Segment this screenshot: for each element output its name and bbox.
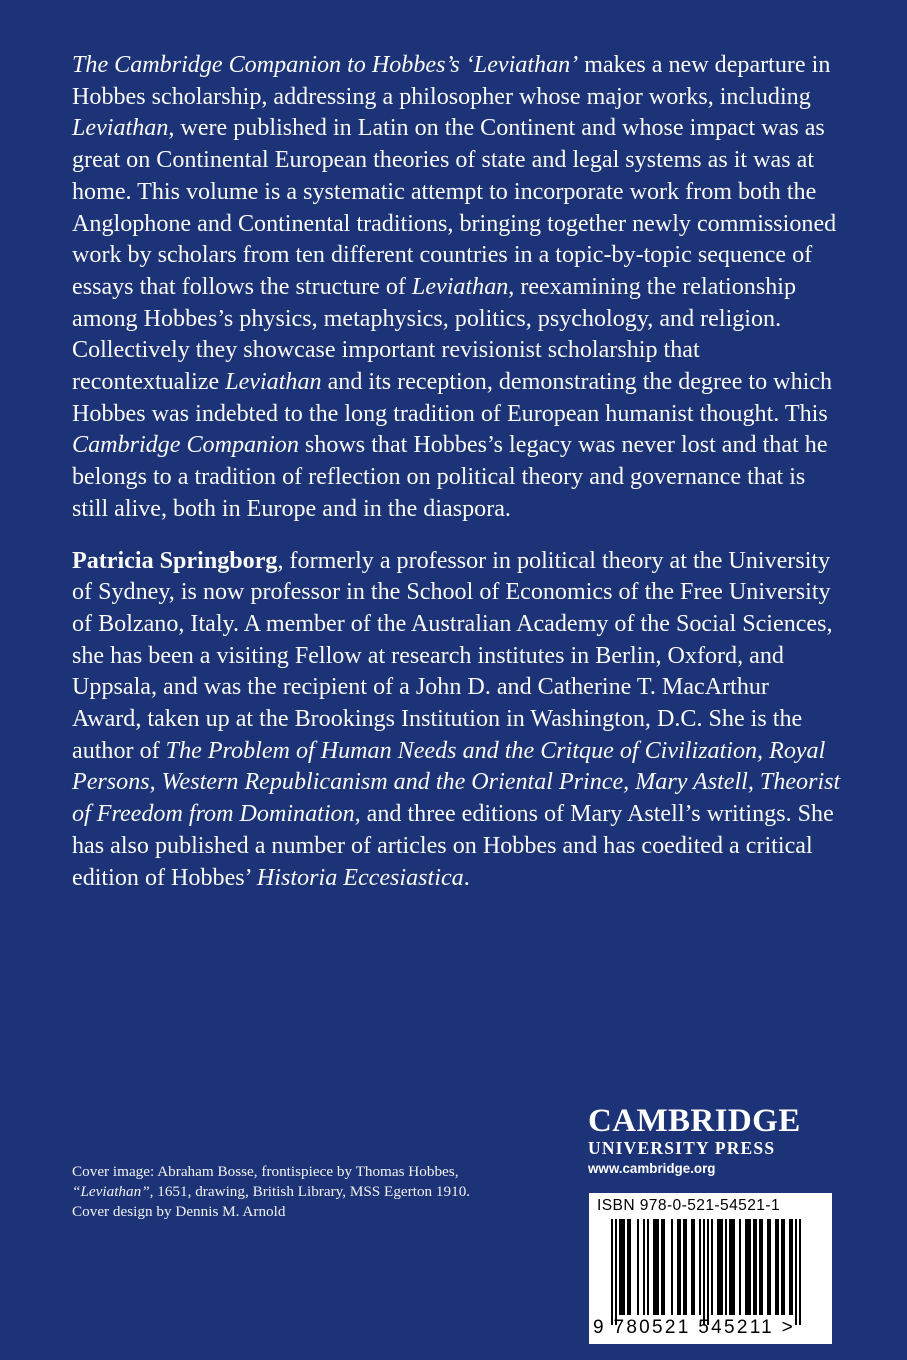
barcode-bar <box>777 1219 779 1315</box>
barcode-bar <box>629 1219 631 1315</box>
description-paragraph <box>72 50 842 526</box>
publisher-subtitle: UNIVERSITY PRESS <box>588 1138 776 1158</box>
description-text: , reexamining the relationship among Hobbes’s physics, metaphysics, politics, psychology, and religion. Collectively they showcase important revisionist scholarship that recontextualize <box>72 273 796 396</box>
barcode-bar <box>677 1219 679 1315</box>
credit-text: , 1651, drawing, British Library, MSS Egerton 1910. <box>149 1183 471 1201</box>
description-text: , were published in Latin on the Continent and whose impact was as great on Continental European theories of state and legal systems as it was at home. This volume is a systematic attempt to incorporate work from both the Anglophone and Continental traditions, bringing together newly commissioned work by scholars from ten different countries in a topic-by-topic sequence of essays that follows the structure of <box>72 115 837 300</box>
barcode-bar <box>655 1219 657 1315</box>
barcode-bar <box>623 1219 625 1315</box>
barcode-bar <box>663 1219 665 1315</box>
barcode-bar <box>719 1219 721 1315</box>
barcode-bar <box>717 1219 719 1315</box>
barcode-bar <box>693 1219 695 1315</box>
barcode-bar <box>619 1219 621 1315</box>
description-text: shows that Hobbes’s legacy was never lost and that he belongs to a tradition of reflection on political theory and governance that is still alive, both in Europe and in the diaspora. <box>72 432 828 522</box>
barcode-bar <box>781 1219 783 1315</box>
barcode-bar <box>691 1219 693 1315</box>
title-leviathan: Leviathan <box>225 369 322 396</box>
barcode-bar <box>747 1219 749 1315</box>
barcode-bar <box>615 1219 617 1325</box>
title-leviathan: Leviathan <box>72 115 169 142</box>
barcode-bar <box>683 1219 685 1315</box>
barcode-bar <box>721 1219 723 1315</box>
barcode-bar <box>755 1219 757 1315</box>
credit-text: Cover image: Abraham Bosse, frontispiece by Thomas Hobbes, <box>72 1163 459 1180</box>
barcode-bar <box>627 1219 629 1315</box>
barcode-bar <box>745 1219 747 1315</box>
bio-text: . <box>463 864 470 891</box>
description-text: and its reception, demonstrating the degree to which Hobbes was indebted to the long tradition of European humanist thought. This <box>72 369 833 427</box>
barcode-bar <box>733 1219 735 1315</box>
barcode-bar <box>621 1219 623 1315</box>
cover-credits <box>72 1162 542 1223</box>
barcode-bar <box>729 1219 731 1315</box>
bio-text: , formerly a professor in political theory at the University of Sydney, is now professor in the School of Economics of the Free University of Bolzano, Italy. A member of the Australian Academy of the Social Sciences, she has been a visiting Fellow at research institutes in Berlin, Oxford, and Uppsala, and was the recipient of a John D. and Catherine T. MacArthur Award, taken up at the Brookings Institution in Washington, D.C. She is the author of <box>72 547 833 764</box>
cover-design-credit: Cover design by Dennis M. Arnold <box>72 1203 286 1221</box>
title-historia: Historia Eccesiastica <box>256 864 464 891</box>
barcode-bar <box>775 1219 777 1315</box>
publisher-name: CAMBRIDGE <box>588 1103 801 1139</box>
barcode-bar <box>725 1219 727 1315</box>
barcode-bar <box>767 1219 769 1315</box>
barcode-bar <box>791 1219 793 1315</box>
description-text: makes a new departure in Hobbes scholarship, addressing a philosopher whose major works, including <box>72 52 831 110</box>
barcode-bar <box>759 1219 761 1315</box>
barcode-bar <box>679 1219 681 1315</box>
author-name: Patricia Springborg <box>72 547 278 574</box>
credit-title: “Leviathan” <box>72 1183 150 1201</box>
barcode-panel <box>589 1193 832 1344</box>
barcode-bar <box>685 1219 687 1315</box>
barcode-bar <box>789 1219 791 1315</box>
title-companion: Cambridge Companion <box>72 432 299 459</box>
barcode-bar <box>753 1219 755 1315</box>
barcode-bar <box>707 1219 709 1325</box>
barcode-bar <box>657 1219 659 1315</box>
barcode-bar <box>703 1219 705 1325</box>
publisher-url: www.cambridge.org <box>588 1161 716 1176</box>
barcode-bar <box>699 1219 701 1315</box>
cover-image-credit <box>72 1162 542 1202</box>
barcode-bar <box>611 1219 613 1325</box>
barcode-bar <box>671 1219 673 1315</box>
barcode-bar <box>749 1219 751 1315</box>
author-works: The Problem of Human Needs and the Critque of Civilization, Royal Persons, Western Republicanism and the Oriental Prince, Mary Astell, Theorist of Freedom from Domination, <box>72 737 841 828</box>
barcode-bar <box>731 1219 733 1315</box>
barcode-bar <box>661 1219 663 1315</box>
barcode-bar <box>799 1219 801 1325</box>
barcode-bar <box>761 1219 763 1315</box>
barcode-bar <box>653 1219 655 1315</box>
barcode-bar <box>643 1219 645 1315</box>
title-leviathan: Leviathan <box>411 273 509 300</box>
barcode-bar <box>769 1219 771 1315</box>
barcode-bar <box>647 1219 649 1315</box>
bio-text: and three editions of Mary Astell’s writings. She has also published a number of articles on Hobbes and has coedited a critical edition of Hobbes’ <box>72 801 834 891</box>
isbn-label: ISBN 978-0-521-54521-1 <box>597 1197 781 1214</box>
book-title: The Cambridge Companion to Hobbes’s ‘Leviathan’ <box>72 52 579 78</box>
ean-digits: 9 780521 545211 > <box>593 1317 795 1338</box>
barcode-bar <box>739 1219 741 1315</box>
barcode-bar <box>783 1219 785 1315</box>
publisher-logo <box>588 1103 828 1178</box>
book-description <box>72 50 842 894</box>
author-bio <box>72 546 842 895</box>
barcode-bar <box>711 1219 713 1315</box>
barcode-bar <box>795 1219 797 1325</box>
barcode-bar <box>637 1219 639 1315</box>
